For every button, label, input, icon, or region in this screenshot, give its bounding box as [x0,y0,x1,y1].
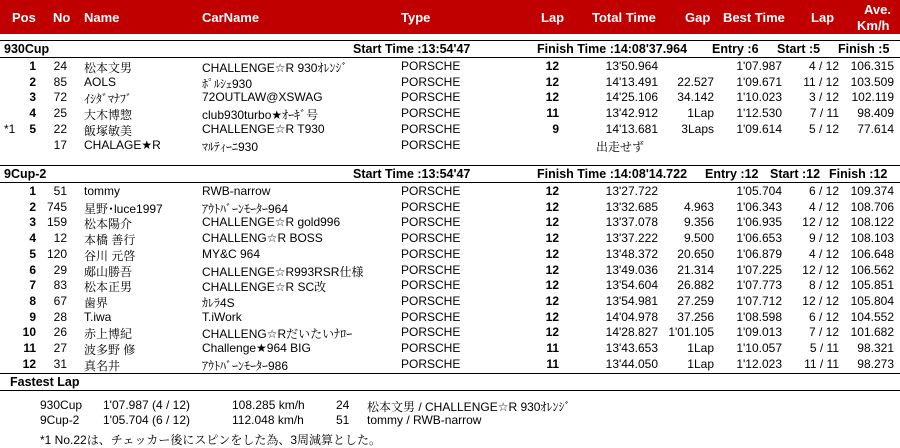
cell-best: 1'10.057 [736,341,782,355]
cell-carname: RWB-narrow [202,184,271,198]
cell-no: 83 [53,278,67,293]
cell-carname: 72OUTLAW@XSWAG [202,90,323,105]
cell-name: 本橋 善行 [84,233,136,248]
cell-best: 1'12.023 [736,356,782,371]
cell-ave: 108.103 [850,231,894,246]
table-row [0,214,900,232]
col-best: Best Time [723,10,785,25]
cell-no: 745 [46,199,67,214]
cell-no: 25 [53,106,67,121]
table-row [0,309,900,324]
table-row [0,356,900,371]
cell-best: 1'09.671 [736,74,782,89]
col-name: Name [84,10,120,25]
cell-best: 1'08.598 [736,309,782,324]
cell-gap: 21.314 [677,262,714,277]
class-finish-time: Finish Time :14:08'14.722 [537,167,688,181]
cell-gap: 27.259 [677,293,714,308]
cell-bestlap: 6 / 12 [808,309,839,324]
cell-carname: MY&C 964 [202,246,261,261]
cell-ave: 105.804 [850,293,894,308]
cell-gap: 1Lap [687,106,714,121]
cell-no: 51 [53,184,67,198]
cell-name: 松本文男 [84,61,133,75]
cell-pos: 12 [22,356,36,371]
cell-gap: 9.356 [683,215,714,230]
cell-best: 1'07.773 [736,278,782,293]
cell-name: T.iwa [84,309,112,324]
cell-carname: T.iWork [202,309,242,324]
cell-lap: 12 [545,199,559,214]
cell-name: 波多野 修 [84,343,136,357]
class-bar-930cup [0,40,900,58]
cell-total: 13'43.653 [605,341,658,355]
cell-best: 1'06.879 [736,246,782,261]
cell-no: 17 [53,137,67,152]
class-name: 9Cup-2 [4,167,47,181]
cell-bestlap: 4 / 12 [808,59,839,73]
cell-type: PORSCHE [401,184,461,198]
fl-driver-car: 松本文男 / CHALLENGE☆R 930ｵﾚﾝｼﾞ [367,400,571,414]
cell-total: 13'37.078 [605,215,658,230]
cell-name: 松本正男 [84,280,133,295]
cell-ave: 98.409 [857,106,894,121]
cell-ave: 109.374 [850,184,894,198]
cell-pos: 2 [29,74,36,89]
cell-total: 13'32.685 [605,199,658,214]
cell-pos: 11 [23,341,36,355]
cell-name: 大木博惣 [84,108,133,123]
cell-carname: CHALLENGE☆R 930ｵﾚﾝｼﾞ [202,61,348,75]
cell-no: 12 [53,231,67,246]
cell-name: 歯界 [84,295,109,310]
cell-gap: 1Lap [687,341,714,355]
col-lap: Lap [541,10,565,25]
fl-class: 930Cup [40,398,83,412]
cell-lap: 12 [545,278,559,293]
cell-lap: 11 [546,341,559,355]
cell-type: PORSCHE [401,293,461,308]
cell-carname: CHALLENG☆Rだいたいﾅﾛｰ [202,327,353,342]
fastest-lap-bar [0,373,900,391]
cell-mark: *1 [4,121,16,136]
cell-name: tommy [84,184,120,198]
cell-gap: 34.142 [677,90,714,105]
table-row [0,246,900,261]
table-row [0,277,900,295]
cell-bestlap: 4 / 12 [808,199,839,214]
cell-lap: 11 [546,106,559,121]
cell-carname: Challenge★964 BIG [202,341,311,355]
cell-no: 26 [53,325,67,340]
cell-gap: 4.963 [683,199,714,214]
cell-type: PORSCHE [401,278,461,293]
cell-carname: ｶﾚﾗ4S [202,295,235,310]
cell-pos: 8 [29,293,36,308]
cell-type: PORSCHE [401,199,461,214]
cell-best: 1'07.712 [736,293,782,308]
cell-pos: 10 [22,325,36,340]
cell-name: ｲｼﾀﾞﾏﾅﾌﾞ [84,92,133,107]
class-start-time: Start Time :13:54'47 [353,42,471,56]
class-finish-time: Finish Time :14:08'37.964 [537,42,688,56]
cell-best: 1'07.225 [736,262,782,277]
cell-gap: 22.527 [677,74,714,89]
cell-gap: 26.882 [677,278,714,293]
class-starters: Start :12 [770,167,821,181]
cell-type: PORSCHE [401,74,461,89]
cell-type: PORSCHE [401,341,461,355]
cell-type: PORSCHE [401,59,461,73]
table-row [0,137,900,152]
cell-bestlap: 11 / 11 [804,356,839,371]
cell-type: PORSCHE [401,309,461,324]
cell-total: 13'44.050 [605,356,658,371]
cell-no: 29 [53,262,67,277]
cell-no: 22 [53,121,67,136]
col-kmh: Km/h [857,18,890,33]
cell-best: 1'06.343 [736,199,782,214]
cell-total: 14'13.491 [605,74,658,89]
cell-best: 1'07.987 [736,59,782,73]
cell-lap: 12 [545,262,559,277]
cell-carname: CHALLENGE☆R T930 [202,121,325,136]
cell-total: 13'50.964 [605,59,658,73]
table-row [0,105,900,123]
cell-pos: 1 [29,184,36,198]
col-no: No [53,10,71,25]
cell-bestlap: 7 / 12 [808,325,839,340]
cell-pos: 5 [29,246,36,261]
table-row [0,183,900,198]
cell-type: PORSCHE [401,231,461,246]
cell-lap: 11 [546,356,559,371]
cell-bestlap: 4 / 12 [808,246,839,261]
cell-gap: 37.256 [677,309,714,324]
cell-type: PORSCHE [401,121,461,136]
cell-best: 1'06.653 [736,231,782,246]
cell-no: 159 [46,215,67,230]
cell-best: 1'09.614 [736,121,782,136]
footnote: *1 No.22は、チェッカー後にスピンをした為、3周減算とした。 [40,433,382,447]
cell-bestlap: 12 / 12 [802,293,839,308]
cell-pos: 2 [29,199,36,214]
cell-name: 赤上博紀 [84,327,133,342]
cell-total: 13'37.222 [605,231,658,246]
fl-time: 1'05.704 (6 / 12) [103,413,191,427]
cell-ave: 98.273 [857,356,894,371]
cell-type: PORSCHE [401,90,461,105]
cell-ave: 98.321 [857,341,894,355]
cell-bestlap: 3 / 12 [808,90,839,105]
cell-lap: 12 [545,215,559,230]
cell-pos: 9 [29,309,36,324]
cell-lap: 9 [552,121,559,136]
cell-pos: 5 [29,121,36,136]
table-row [0,58,900,73]
cell-type: PORSCHE [401,215,461,230]
table-row [0,340,900,355]
cell-lap: 12 [545,325,559,340]
cell-name: 郕山勝吾 [84,264,133,279]
col-carname: CarName [202,10,260,25]
table-row [0,121,900,136]
cell-name: CHALAGE★R [84,137,161,152]
cell-pos: 3 [29,90,36,105]
cell-best: 1'09.013 [736,325,782,340]
cell-pos: 4 [29,231,36,246]
fl-no: 51 [336,413,350,427]
cell-type: PORSCHE [401,356,461,371]
cell-total: 14'04.978 [605,309,658,324]
cell-no: 28 [53,309,67,324]
cell-no: 27 [53,341,67,355]
class-finishers: Finish :12 [829,167,888,181]
cell-lap: 12 [545,309,559,324]
cell-no: 24 [53,59,67,73]
cell-lap: 12 [545,74,559,89]
class-starters: Start :5 [777,42,821,56]
cell-bestlap: 12 / 12 [802,262,839,277]
cell-best: 1'05.704 [736,184,782,198]
cell-carname: club930turbo★ｵｰｷﾞ号 [202,108,319,123]
cell-total: 13'42.912 [605,106,658,121]
cell-lap: 12 [545,90,559,105]
cell-bestlap: 7 / 11 [809,106,839,121]
cell-pos: 7 [29,278,36,293]
cell-best: 1'10.023 [736,90,782,105]
cell-carname: ｱｳﾄﾊﾞｰﾝﾓｰﾀｰ986 [202,358,289,373]
cell-type: PORSCHE [401,137,461,152]
cell-type: PORSCHE [401,262,461,277]
cell-ave: 103.509 [850,74,894,89]
col-total: Total Time [592,10,656,25]
class-bar-9cup2 [0,165,900,183]
table-row [0,74,900,89]
cell-ave: 106.648 [850,246,894,261]
cell-no: 85 [53,74,67,89]
class-entry: Entry :6 [712,42,759,56]
table-row [0,293,900,308]
fl-speed: 108.285 km/h [232,398,305,412]
class-finishers: Finish :5 [838,42,890,56]
cell-carname: ｱｳﾄﾊﾞｰﾝﾓｰﾀｰ964 [202,201,289,216]
cell-no: 31 [53,356,67,371]
cell-total: 13'49.036 [605,262,658,277]
cell-name: 星野･luce1997 [84,201,163,216]
fl-time: 1'07.987 (4 / 12) [103,398,191,412]
fl-speed: 112.048 km/h [232,413,304,427]
cell-lap: 12 [545,184,559,198]
cell-carname: CHALLENGE☆R SC改 [202,280,327,295]
class-start-time: Start Time :13:54'47 [353,167,471,181]
cell-gap: 9.500 [683,231,714,246]
class-entry: Entry :12 [705,167,759,181]
fl-no: 24 [336,398,350,412]
cell-total: 13'54.604 [605,278,658,293]
cell-lap: 12 [545,293,559,308]
table-row [0,199,900,214]
cell-gap: 20.650 [677,246,714,261]
table-row [0,230,900,248]
cell-ave: 104.552 [850,309,894,324]
cell-ave: 102.119 [851,90,894,105]
cell-bestlap: 5 / 12 [808,121,839,136]
cell-best: 1'12.530 [736,106,782,121]
cell-carname: ﾏﾙﾃｨｰﾆ930 [202,139,259,154]
cell-lap: 12 [545,231,559,246]
cell-name: 真名井 [84,358,121,373]
table-row [0,324,900,342]
cell-bestlap: 5 / 11 [809,341,839,355]
cell-type: PORSCHE [401,106,461,121]
cell-carname: CHALLENGE☆R993RSR仕様 [202,264,364,279]
fastest-lap-title: Fastest Lap [10,375,80,389]
cell-ave: 108.706 [850,199,894,214]
cell-bestlap: 6 / 12 [808,184,839,198]
cell-total: 14'13.681 [605,121,658,136]
cell-name: 松本陽介 [84,217,133,232]
cell-bestlap: 12 / 12 [802,215,839,230]
cell-type: PORSCHE [401,325,461,340]
cell-total: 14'25.106 [605,90,658,105]
cell-pos: 1 [29,59,36,73]
cell-pos: 3 [29,215,36,230]
col-type: Type [401,10,431,25]
col-ave: Ave. [864,2,891,17]
cell-type: PORSCHE [401,246,461,261]
cell-name: 飯塚敏美 [84,123,133,138]
class-name: 930Cup [4,42,50,56]
fastest-lap-row [0,412,900,427]
cell-total: 13'27.722 [605,184,658,198]
table-row [0,262,900,277]
cell-no: 72 [53,90,67,105]
cell-lap: 12 [545,59,559,73]
cell-pos: 4 [29,106,36,121]
cell-gap: 1'01.105 [668,325,714,340]
cell-no: 120 [46,246,67,261]
results-header [0,0,900,34]
cell-ave: 106.562 [850,262,894,277]
fl-class: 9Cup-2 [40,413,80,427]
cell-total: 14'28.827 [605,325,658,340]
cell-total: 出走せず [596,139,645,154]
cell-lap: 12 [545,246,559,261]
col-bestlap: Lap [811,10,835,25]
cell-name: AOLS [84,74,117,89]
cell-ave: 77.614 [857,121,894,136]
cell-carname: ﾎﾟﾙｼｪ930 [202,76,253,91]
cell-ave: 101.682 [850,325,894,340]
cell-bestlap: 9 / 12 [808,231,839,246]
cell-pos: 6 [29,262,36,277]
cell-no: 67 [53,293,67,308]
col-pos: Pos [12,10,36,25]
table-row [0,89,900,107]
cell-carname: CHALLENG☆R BOSS [202,231,323,246]
fastest-lap-row [0,397,900,412]
cell-total: 13'54.981 [605,293,658,308]
cell-ave: 108.122 [850,215,894,230]
fl-driver-car: tommy / RWB-narrow [367,413,482,427]
col-gap: Gap [685,10,711,25]
cell-gap: 3Laps [681,121,714,136]
cell-name: 谷川 元啓 [84,248,136,263]
cell-ave: 105.851 [850,278,894,293]
cell-carname: CHALLENGE☆R gold996 [202,215,341,230]
cell-bestlap: 11 / 12 [803,74,839,89]
cell-bestlap: 8 / 12 [808,278,839,293]
cell-best: 1'06.935 [736,215,782,230]
cell-total: 13'48.372 [605,246,658,261]
cell-gap: 1Lap [687,356,714,371]
cell-ave: 106.315 [850,59,894,73]
